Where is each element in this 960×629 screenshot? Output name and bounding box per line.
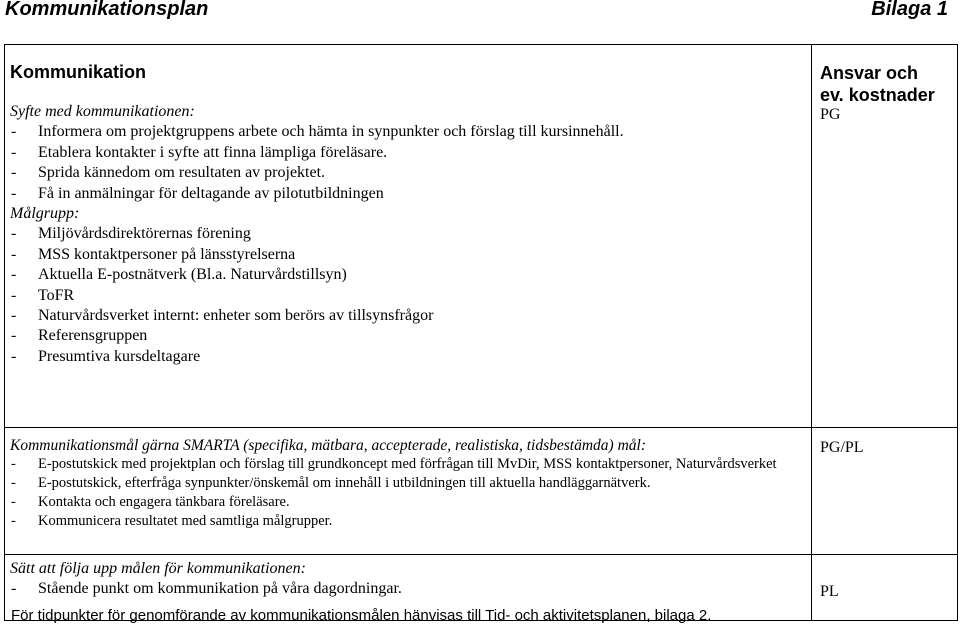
list-item: - Informera om projektgruppens arbete och hämta in synpunkter och förslag till kursinnehåll. [11,123,624,141]
section-goals [5,428,811,531]
list-item: - E-postutskick, efterfråga synpunkter/önskemål om innehåll i utbildningen till aktuella handläggarnätverk. [11,474,651,491]
list-item: - Etablera kontakter i syfte att finna lämpliga föreläsare. [11,143,388,161]
list-item: - Naturvårdsverket internt: enheter som berörs av tillsynsfrågor [11,307,434,325]
document-title: Kommunikationsplan [5,0,209,20]
appendix-label: Bilaga 1 [871,0,948,20]
goals-label: Kommunikationsmål gärna SMARTA (specifika, mätbara, accepterade, realistiska, tidsbestämda) mål: [10,436,646,454]
column-header-responsible: Ansvar och ev. kostnader [820,63,935,105]
list-item: - Aktuella E-postnätverk (Bl.a. Naturvårdstillsyn) [11,266,347,284]
list-item: - Stående punkt om kommunikation på våra dagordningar. [11,579,402,597]
list-item: - Sprida kännedom om resultaten av projektet. [11,164,326,182]
section-goals-row [5,427,958,554]
responsible-cell-2 [812,427,958,554]
followup-label: Sätt att följa upp målen för kommunikationen: [10,559,306,577]
list-item: - MSS kontaktpersoner på länsstyrelserna [11,245,296,263]
responsible-section-3: PL [820,582,839,600]
communication-table [4,44,958,621]
list-item: - ToFR [11,286,75,304]
section-goals-cell [5,427,812,554]
list-item: - E-postutskick med projektplan och förslag till grundkoncept med förfrågan till MvDir, MSS kontaktpersoner, Naturvårdsverket [11,455,777,472]
table-header-row [5,45,958,99]
column-header-communication: Kommunikation [10,62,147,82]
list-item: - Kommunicera resultatet med samtliga målgrupper. [11,512,333,529]
responsible-section-1: PG [820,106,841,123]
section-purpose [5,98,811,367]
responsible-cell-3 [812,554,958,620]
list-item: - Kontakta och engagera tänkbara föreläsare. [11,493,290,510]
section-followup [5,555,811,599]
responsible-cell-1 [812,45,958,428]
target-group-label: Målgrupp: [10,205,80,223]
purpose-label: Syfte med kommunikationen: [10,103,195,120]
list-item: - Referensgruppen [11,327,148,345]
list-item: - Få in anmälningar för deltagande av pilotutbildningen [11,184,384,202]
section-purpose-cell [5,98,812,427]
list-item: - Presumtiva kursdeltagare [11,347,201,365]
header-cell-communication [5,45,812,99]
page-header [0,0,960,24]
responsible-section-2: PG/PL [820,438,864,456]
footer-note: För tidpunkter för genomförande av kommunikationsmålen hänvisas till Tid- och aktivitetsplanen, bilaga 2. [11,607,712,624]
list-item: - Miljövårdsdirektörernas förening [11,225,251,243]
